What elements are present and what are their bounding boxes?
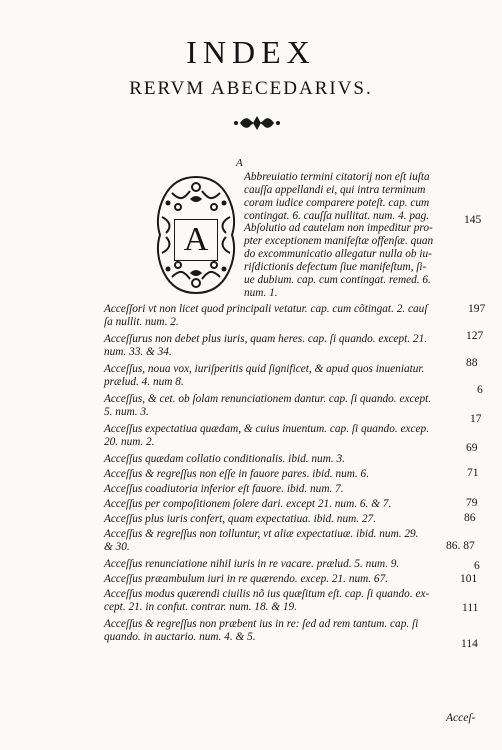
index-entry-line: Acceſſus modus quærendi ciuilis nõ ius quæſitum eſt. cap. ſi quando. ex-: [104, 588, 430, 600]
index-entry-line: do excommunicatio allegatur nulla ob iu-: [244, 248, 432, 260]
index-entry-line: Acceſſus præambulum iuri in re quærendo. excep. 21. num. 67.: [104, 573, 389, 585]
page-reference: 79: [466, 497, 478, 509]
index-entry-line: num. 1.: [244, 287, 278, 299]
section-letter: A: [236, 157, 243, 169]
index-entry-line: prælud. 4. num 8.: [104, 376, 184, 388]
page-reference: 101: [460, 573, 478, 585]
page-reference: 127: [466, 330, 484, 342]
page-reference: 86: [464, 512, 476, 524]
page-reference: 114: [461, 638, 478, 650]
index-entry-line: pter exceptionem manifeſtæ offenſæ. quan: [244, 235, 434, 247]
index-entry-line: Acceſſus quædam collatio conditionalis. ibid. num. 3.: [104, 453, 345, 465]
index-entry-line: Acceſſus & regreſſus non tolluntur, vt aliæ expectatiuæ. ibid. num. 29.: [104, 528, 419, 540]
index-entry-line: Acceſſus plus iuris confert, quam expectatiua. ibid. num. 27.: [104, 513, 377, 525]
index-entry-line: contingat. 6. cauſſa nullitat. num. 4. pag.: [244, 210, 430, 222]
page-reference: 71: [467, 467, 479, 479]
index-entry-line: coram iudice comparere poteſt. cap. cum: [244, 197, 430, 209]
page-reference: 17: [470, 413, 482, 425]
index-entry-line: Acceſſus & regreſſus non eſſe in fauore pares. ibid. num. 6.: [104, 468, 370, 480]
index-entry-line: Acceſſus, & cet. ob ſolam renunciationem dantur. cap. ſi quando. except.: [104, 393, 432, 405]
index-entry-line: Acceſſus per compoſitionem ſolere dari. except 21. num. 6. & 7.: [104, 498, 392, 510]
index-entry-line: 20. num. 2.: [104, 436, 155, 448]
initial-capital: A: [174, 219, 218, 261]
index-entry-line: cept. 21. in confut. contrar. num. 18. & 19.: [104, 601, 297, 613]
page-reference: 88: [466, 357, 478, 369]
index-entry-line: Acceſſus & regreſſus non præbent ius in re: ſed ad rem tantum. cap. ſi: [104, 618, 419, 630]
index-entry-line: cauſſa appellandi ei, qui intra terminum: [244, 184, 426, 196]
index-entry-line: Acceſſori vt non licet quod principali vetatur. cap. cum cõtingat. 2. cauſ: [104, 303, 428, 315]
index-entry-line: Abbreuiatio termini citatorij non eſt iuſta: [244, 171, 430, 183]
page-reference: 86. 87: [446, 540, 475, 552]
index-entry-line: Acceſſus coadiutoria inferior eſt fauore. ibid. num. 7.: [104, 483, 344, 495]
index-entry-line: ue dubium. cap. cum contingat. remed. 6.: [244, 274, 431, 286]
index-entry-line: Acceſſus, noua vox, iuriſperitis quid ſignificet, & apud quos inueniatur.: [104, 363, 425, 375]
page-reference: 197: [468, 303, 486, 315]
index-entry-line: num. 33. & 34.: [104, 346, 172, 358]
index-entry-line: Acceſſus renunciatione nihil iuris in re vacare. prælud. 5. num. 9.: [104, 558, 400, 570]
page-reference: 6: [477, 384, 483, 396]
index-entry-line: ſa nullit. num. 2.: [104, 316, 179, 328]
page-subtitle: RERVM ABECEDARIVS.: [129, 78, 373, 99]
page-reference: 111: [462, 602, 479, 614]
fleuron-ornament: [232, 114, 282, 132]
index-entry-line: 5. num. 3.: [104, 406, 149, 418]
index-entry-line: & 30.: [104, 541, 130, 553]
index-entry-line: Acceſſus expectatiua quædam, & cuius inuentum. cap. ſi quando. excep.: [104, 423, 430, 435]
index-entry-line: Acceſſurus non debet plus iuris, quam heres. cap. ſi quando. except. 21.: [104, 333, 428, 345]
decorated-initial: [150, 173, 242, 297]
page-reference: 6: [474, 560, 480, 572]
index-entry-line: quando. in auctario. num. 4. & 5.: [104, 631, 256, 643]
index-entry-line: Abſolutio ad cautelam non impeditur pro-: [244, 222, 433, 234]
catchword: Acceſ-: [446, 712, 476, 724]
page-reference: 69: [466, 442, 478, 454]
page-title: INDEX: [186, 34, 316, 70]
page-reference: 145: [464, 214, 482, 226]
index-entry-line: riſdictionis defectum ſiue manifeſtum, ſi-: [244, 261, 427, 273]
